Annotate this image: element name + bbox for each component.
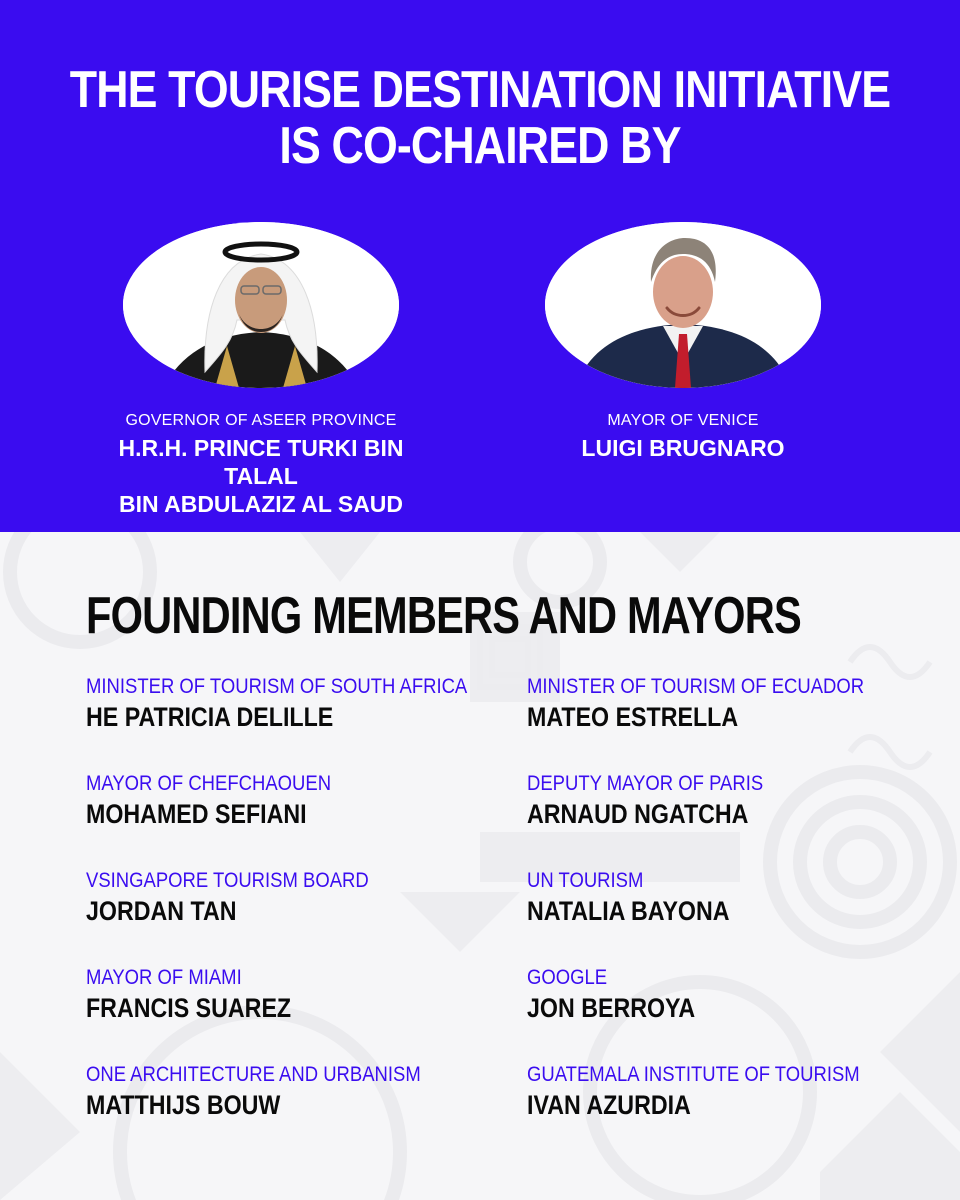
co-chair-right-info	[503, 410, 863, 462]
member-name: MOHAMED SEFIANI	[86, 799, 307, 829]
co-chair-role: GOVERNOR OF ASEER PROVINCE	[125, 412, 397, 429]
co-chair-role: MAYOR OF VENICE	[607, 412, 759, 429]
person-photo-icon	[123, 222, 399, 388]
member-entry	[86, 868, 506, 965]
banner-title-line1: THE TOURISE DESTINATION INITIATIVE	[69, 61, 891, 119]
co-chair-name-line1: LUIGI BRUGNARO	[581, 435, 785, 461]
banner-title-line2: IS CO-CHAIRED BY	[279, 117, 681, 175]
member-name: MATTHIJS BOUW	[86, 1090, 281, 1120]
member-role: MINISTER OF TOURISM OF SOUTH AFRICA	[86, 675, 468, 698]
banner-title	[67, 62, 893, 174]
member-entry	[86, 674, 506, 771]
member-role: VSINGAPORE TOURISM BOARD	[86, 869, 369, 892]
member-name: JORDAN TAN	[86, 896, 237, 926]
member-role: MINISTER OF TOURISM OF ECUADOR	[527, 675, 865, 698]
co-chair-left-info	[81, 410, 441, 518]
member-entry	[527, 868, 947, 965]
member-entry	[527, 1062, 947, 1159]
co-chair-name-line2: BIN ABDULAZIZ AL SAUD	[118, 491, 404, 517]
co-chair-name	[503, 434, 863, 462]
member-role: MAYOR OF CHEFCHAOUEN	[86, 772, 332, 795]
co-chair-name	[81, 434, 441, 518]
co-chair-name-line1: H.R.H. PRINCE TURKI BIN TALAL	[118, 435, 404, 489]
member-role: GUATEMALA INSTITUTE OF TOURISM	[527, 1063, 860, 1086]
member-name: HE PATRICIA DELILLE	[86, 702, 334, 732]
member-name: NATALIA BAYONA	[527, 896, 730, 926]
member-name: JON BERROYA	[527, 993, 696, 1023]
portrait-governor-aseer	[123, 222, 399, 388]
member-entry	[86, 965, 506, 1062]
member-name: ARNAUD NGATCHA	[527, 799, 749, 829]
founding-members-title: FOUNDING MEMBERS AND MAYORS	[86, 587, 801, 645]
member-entry	[86, 1062, 506, 1159]
member-entry	[527, 771, 947, 868]
member-name: FRANCIS SUAREZ	[86, 993, 292, 1023]
member-role: UN TOURISM	[527, 869, 644, 892]
member-entry	[527, 965, 947, 1062]
member-name: IVAN AZURDIA	[527, 1090, 691, 1120]
portrait-mayor-venice	[545, 222, 821, 388]
member-role: GOOGLE	[527, 966, 608, 989]
co-chairs-banner	[0, 0, 960, 532]
member-role: ONE ARCHITECTURE AND URBANISM	[86, 1063, 421, 1086]
person-photo-icon	[545, 222, 821, 388]
member-entry	[527, 674, 947, 771]
member-role: DEPUTY MAYOR OF PARIS	[527, 772, 764, 795]
member-entry	[86, 771, 506, 868]
members-right-column	[527, 674, 947, 1159]
members-left-column	[86, 674, 506, 1159]
member-role: MAYOR OF MIAMI	[86, 966, 242, 989]
member-name: MATEO ESTRELLA	[527, 702, 739, 732]
